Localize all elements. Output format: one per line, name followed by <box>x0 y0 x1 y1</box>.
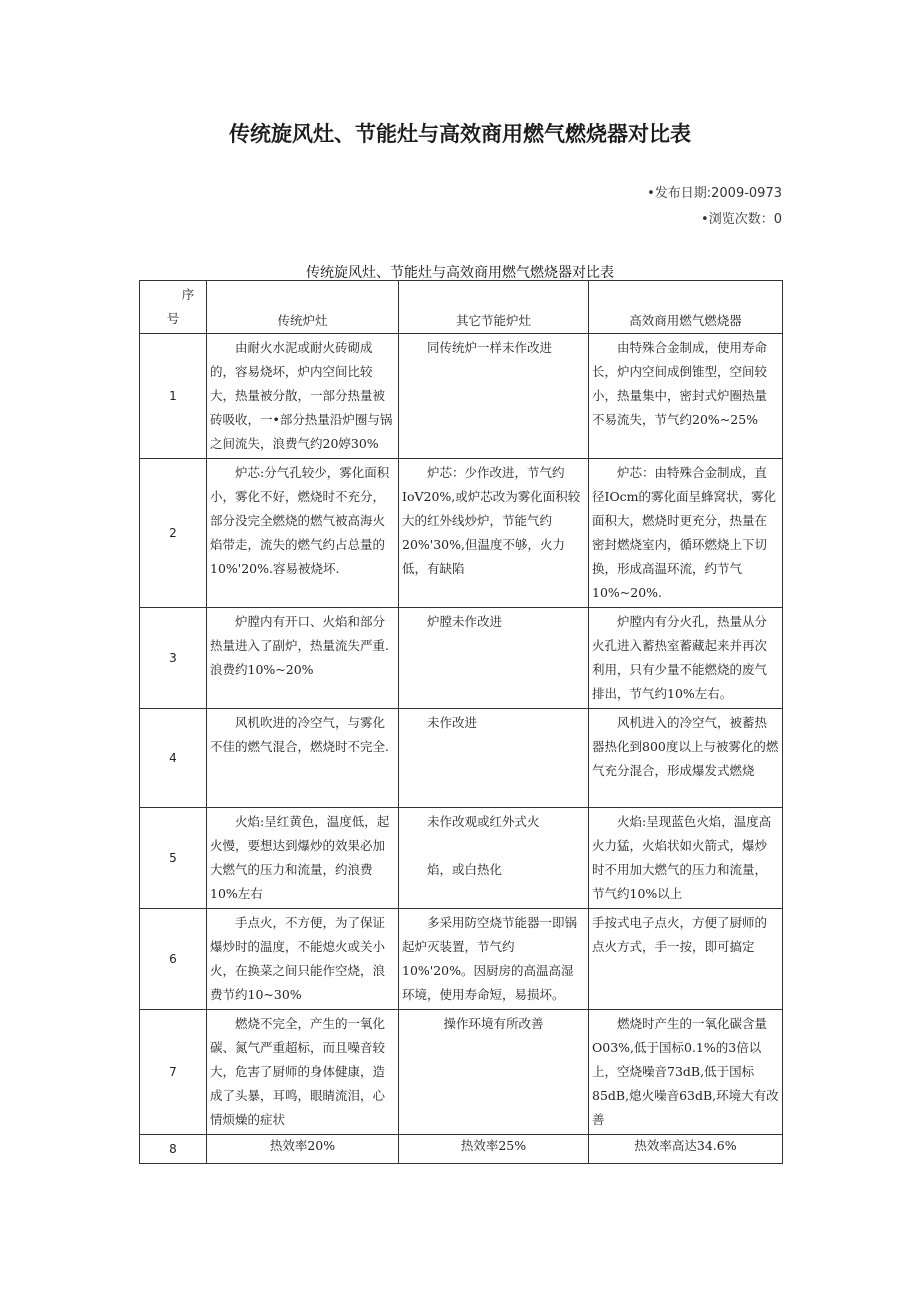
header-traditional: 传统炉灶 <box>207 281 399 334</box>
publish-date: •发布日期:2009-0973 <box>647 186 782 201</box>
cell-efficient: 炉膛内有分火孔，热量从分火孔进入蓄热室蓄藏起来并再次利用，只有少量不能燃烧的废气排出，节气约10%左右。 <box>589 608 783 709</box>
table-row <box>140 909 783 1010</box>
cell-other-line2: 焰，或白热化 <box>427 862 503 877</box>
cell-traditional: 炉芯:分气孔较少，雾化面积小，雾化不好，燃烧时不充分，部分没完全燃烧的燃气被高海火焰带走，流失的燃气约占总量的10%'20%.容易被烧坏. <box>207 459 399 608</box>
table-header-row <box>140 281 783 334</box>
row-index: 4 <box>140 709 207 808</box>
cell-efficient: 燃烧时产生的一氧化碳含量O03%,低于国标0.1%的3倍以上，空烧噪音73dB,低于国标85dB,熄火噪音63dB,环境大有改善 <box>589 1010 783 1135</box>
row-index: 8 <box>140 1135 207 1164</box>
cell-traditional: 炉膛内有开口、火焰和部分热量进入了副炉，热量流失严重.浪费约10%~20% <box>207 608 399 709</box>
cell-other: 热效率25% <box>399 1135 589 1164</box>
row-index: 5 <box>140 808 207 909</box>
header-efficient: 高效商用燃气燃烧器 <box>589 281 783 334</box>
cell-traditional: 风机吹进的冷空气，与雾化不佳的燃气混合，燃烧时不完全. <box>207 709 399 808</box>
row-index: 6 <box>140 909 207 1010</box>
table-row <box>140 608 783 709</box>
cell-traditional: 手点火，不方便，为了保证爆炒时的温度，不能熄火或关小火，在换菜之间只能作空烧，浪费节约10~30% <box>207 909 399 1010</box>
row-index: 2 <box>140 459 207 608</box>
cell-other: 炉膛未作改进 <box>399 608 589 709</box>
cell-other: 炉芯：少作改进，节气约IoV20%,或炉芯改为雾化面积较大的红外线炒炉，节能气约20%'30%,但温度不够，火力低，有缺陷 <box>399 459 589 608</box>
cell-efficient: 风机进入的冷空气，被蓄热器热化到800度以上与被雾化的燃气充分混合，形成爆发式燃烧 <box>589 709 783 808</box>
table-row <box>140 1010 783 1135</box>
cell-traditional: 火焰:呈红黄色，温度低，起火慢，要想达到爆炒的效果必加大燃气的压力和流量，约浪费10%左右 <box>207 808 399 909</box>
cell-other: 多采用防空烧节能器一即锅起炉灭装置，节气约10%'20%。因厨房的高温高湿环境，使用寿命短，易损坏。 <box>399 909 589 1010</box>
cell-traditional: 热效率20% <box>207 1135 399 1164</box>
page-title: 传统旋风灶、节能灶与高效商用燃气燃烧器对比表 <box>229 122 691 146</box>
cell-traditional: 由耐火水泥或耐火砖砌成的，容易烧坏，炉内空间比较大，热量被分散，一部分热量被砖吸收，一•部分热量沿炉圈与锅之间流失，浪费气约20婷30% <box>207 334 399 459</box>
row-index: 1 <box>140 334 207 459</box>
table-caption: 传统旋风灶、节能灶与高效商用燃气燃烧器对比表 <box>306 265 614 281</box>
cell-efficient: 火焰:呈现蓝色火焰，温度高火力猛，火焰状如火箭式，爆炒时不用加大燃气的压力和流量，节气约10%以上 <box>589 808 783 909</box>
cell-other <box>399 808 589 909</box>
table-row <box>140 709 783 808</box>
header-other: 其它节能炉灶 <box>399 281 589 334</box>
header-index <box>140 281 207 334</box>
cell-efficient: 由特殊合金制成，使用寿命长，炉内空间成倒锥型，空间较小，热量集中，密封式炉圈热量不易流失，节气约20%~25% <box>589 334 783 459</box>
header-index-top: 序 <box>181 287 195 302</box>
cell-efficient: 手按式电子点火，方便了厨师的点火方式，手一按，即可搞定 <box>589 909 783 1010</box>
cell-traditional: 燃烧不完全，产生的一氧化碳、氮气严重超标，而且噪音较大，危害了厨师的身体健康，造成了头暴，耳鸣，眼睛流泪，心情烦燥的症状 <box>207 1010 399 1135</box>
comparison-table <box>139 280 783 1164</box>
table-row <box>140 808 783 909</box>
view-count: •浏览次数：0 <box>701 212 782 227</box>
cell-other: 同传统炉一样未作改进 <box>399 334 589 459</box>
row-index: 7 <box>140 1010 207 1135</box>
table-row <box>140 1135 783 1164</box>
table-row <box>140 459 783 608</box>
cell-other: 未作改进 <box>399 709 589 808</box>
table-row <box>140 334 783 459</box>
cell-other: 操作环境有所改善 <box>399 1010 589 1135</box>
cell-efficient: 炉芯：由特殊合金制成，直径IOcm的雾化面呈蜂窝状，雾化面积大，燃烧时更充分，热量在密封燃烧室内，循环燃烧上下切换，形成高温环流，约节气10%~20%. <box>589 459 783 608</box>
cell-other-line1: 未作改观或红外式火 <box>427 814 540 829</box>
header-index-bottom: 号 <box>166 311 180 326</box>
cell-efficient: 热效率高达34.6% <box>589 1135 783 1164</box>
row-index: 3 <box>140 608 207 709</box>
